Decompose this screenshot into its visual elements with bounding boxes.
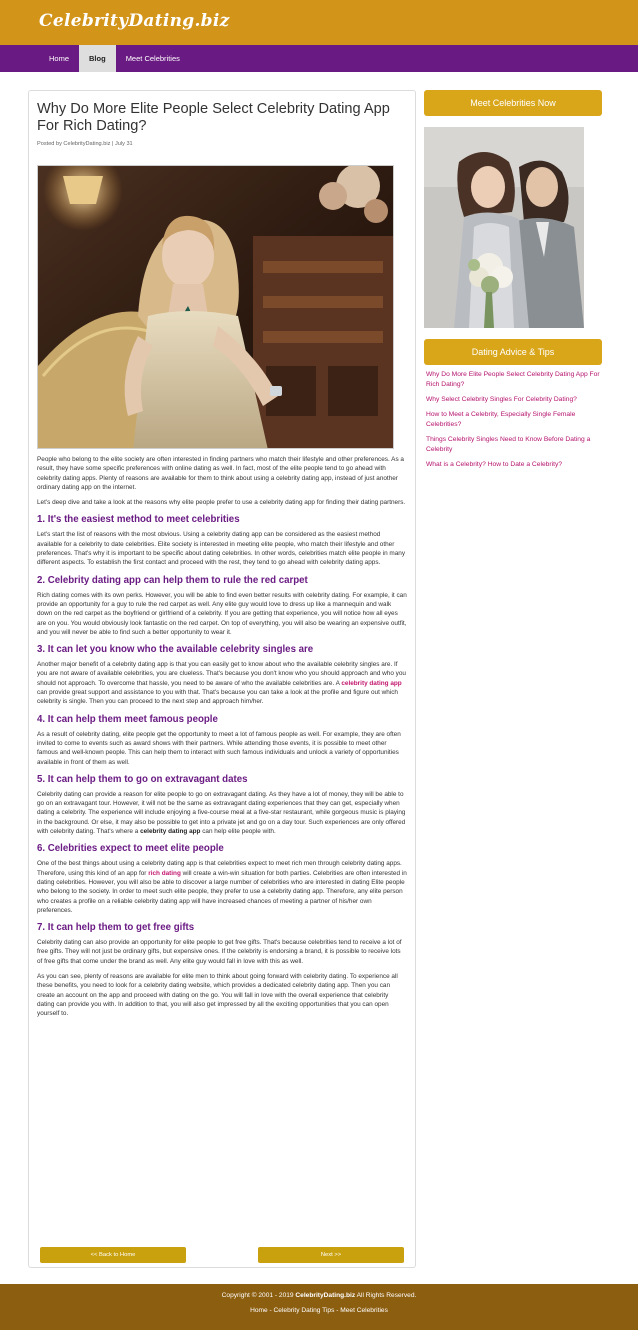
copyright-line — [0, 1292, 638, 1299]
section-heading-6: 6. Celebrities expect to meet elite people — [37, 843, 224, 855]
article-card — [28, 90, 416, 1268]
wedding-couple-illustration — [424, 127, 584, 328]
nav-item-blog[interactable]: Blog — [79, 45, 116, 72]
tip-link-1[interactable]: Why Do More Elite People Select Celebrity Dating App For Rich Dating? — [426, 371, 600, 388]
closing-paragraph: As you can see, plenty of reasons are available for elite men to think about going forward with celebrity dating. To experience all these benefits, you need to look for a celebrity dating website, which provides a dedicated celebrity dating app. Then you can create an account on the app and proceed with dating on the go. You will fall in love with the overall experience that celebrity dating can provide you with. In addition to that, you will also get impressed by all the exciting opportunities that you can open yourself to. — [37, 972, 398, 1018]
section-paragraph-1: Let's start the list of reasons with the most obvious. Using a celebrity dating app can be considered as the easiest method available for a celebrity to date celebrities. Elite society is interested in meeting elite people, who match their lifestyle and other preferences. That's why it is important to be specific about dating celebrities. In other words, celebrities match elite people in many different aspects. To establish the first contact and proceed with the rest, they tend to go ahead with celebrity dating apps. — [37, 531, 406, 567]
intro-paragraph-2: Let's deep dive and take a look at the reasons why elite people prefer to use a celebrity dating app for finding their dating partners. — [37, 499, 406, 507]
dating-tips-list — [426, 370, 602, 475]
site-header — [0, 0, 638, 45]
back-to-home-button[interactable]: << Back to Home — [40, 1247, 186, 1263]
section-heading-2: 2. Celebrity dating app can help them to rule the red carpet — [37, 574, 308, 586]
section-paragraph-3 — [37, 660, 407, 706]
site-footer — [0, 1284, 638, 1330]
article-pager — [40, 1247, 404, 1263]
tip-link-5[interactable]: What is a Celebrity? How to Date a Celebrity? — [426, 461, 563, 468]
footer-links[interactable]: Home - Celebrity Dating Tips - Meet Celebrities — [250, 1307, 388, 1314]
section-5-text-after: can help elite people with. — [200, 828, 276, 836]
section-heading-5: 5. It can help them to go on extravagant dates — [37, 773, 248, 785]
section-5-text-before: Celebrity dating can provide a reason for elite people to go on extravagant dating. As they have a lot of money, they will be able to go on an extravagant tour. However, it will not be the same as extravagant dating experiences that they can get, especially when dating a celebrity. The experience will include enjoying a five-course meal at a five-star restaurant, while gorgeous music is playing in the background. Or else, it may also be possible to get into a private jet and go on a day tour. Such experiences are only offered with celebrity dating. That's where a — [37, 790, 406, 836]
rich-dating-link[interactable]: rich dating — [148, 869, 181, 877]
section-6-text-before: One of the best things about using a celebrity dating app is that celebrities expect to meet rich men through celebrity dating apps. Therefore, using this kind of an app for — [37, 860, 402, 877]
nav-item-home[interactable]: Home — [49, 54, 70, 63]
meet-celebrities-now-button[interactable]: Meet Celebrities Now — [424, 90, 602, 116]
section-heading-7: 7. It can help them to get free gifts — [37, 922, 195, 934]
article-title: Why Do More Elite People Select Celebrity Dating App For Rich Dating? — [37, 101, 390, 134]
couple-photo — [424, 127, 584, 328]
next-button[interactable]: Next >> — [258, 1247, 404, 1263]
section-heading-3: 3. It can let you know who the available celebrity singles are — [37, 644, 314, 656]
copyright-site: CelebrityDating.biz — [295, 1292, 356, 1299]
article-hero-image — [37, 165, 394, 449]
copyright-prefix: Copyright © 2001 - 2019 — [221, 1292, 296, 1299]
section-3-text-after: can provide great support and assistance to you with that. That's because you can take a look at the profile and figure out which celebrity is single. Then you can proceed to the next step and approach him/her. — [37, 689, 398, 706]
section-paragraph-6 — [37, 859, 407, 915]
section-paragraph-5 — [37, 790, 407, 836]
section-heading-1: 1. It's the easiest method to meet celebrities — [37, 514, 240, 526]
section-paragraph-7: Celebrity dating can also provide an opportunity for elite people to get free gifts. That's because celebrities tend to receive a lot of free gifts. They will not just be ordinary gifts, but expensive ones. If the celebrity is endorsing a brand, it is possible to receive lots of free gifts that come under the brand as well. Any elite guy would fall in love with this as well. — [37, 939, 402, 965]
woman-portrait-illustration — [38, 166, 394, 449]
section-6-text-after: will create a win-win situation for both parties. Celebrities are often interested in dating celebrities. However, you will also be able to discover a large number of celebrities who are interested in dating Elite people who belong to the society. In order to meet such elite people, they prefer to use a celebrity dating app. Therefore, any elite person who creates a profile on a reliable celebrity dating app will have increased chances of meeting a partner of his/her own preferences. — [37, 869, 407, 914]
dating-advice-header: Dating Advice & Tips — [424, 339, 602, 365]
section-paragraph-4: As a result of celebrity dating, elite people get the opportunity to meet a lot of famous people as well. For example, they are often invited to come to events such as award shows with their partners. While attending those events, it is possible to meet other famous and well-known people. This can help them to interact with such famous individuals and unlock a variety of opportunities available in front of them as well. — [37, 730, 401, 766]
tip-link-3[interactable]: How to Meet a Celebrity, Especially Single Female Celebrities? — [426, 411, 576, 428]
intro-paragraph-1: People who belong to the elite society are often interested in finding partners who match their lifestyle and other preferences. As a result, they have some specific preferences with online dating as well. In fact, most of the elite people tend to go ahead with celebrity dating apps. Plenty of reasons are available for them to think about using a celebrity dating app, instead of just another ordinary dating app on the internet. — [37, 456, 404, 491]
main-nav — [0, 45, 638, 72]
article-byline: Posted by CelebrityDating.biz | July 31 — [37, 141, 133, 147]
site-logo[interactable]: CelebrityDating.biz — [39, 11, 230, 31]
section-5-bold-text: celebrity dating app — [140, 828, 201, 836]
article-body — [37, 455, 407, 1018]
copyright-suffix: All Rights Reserved. — [355, 1292, 417, 1299]
tip-link-4[interactable]: Things Celebrity Singles Need to Know Before Dating a Celebrity — [426, 436, 591, 453]
section-3-text-before: Another major benefit of a celebrity dating app is that you can easily get to know about who the available celebrity singles are. If you are not aware of available celebrities, you are clueless. That's because you don't know who you should approach and who you should not approach. To overcome that hassle, you need to be aware of who the available celebrities are. A — [37, 661, 406, 687]
nav-item-meet-celebrities[interactable]: Meet Celebrities — [125, 54, 180, 63]
celebrity-dating-app-link[interactable]: celebrity dating app — [341, 679, 402, 687]
tip-link-2[interactable]: Why Select Celebrity Singles For Celebrity Dating? — [426, 396, 577, 403]
section-heading-4: 4. It can help them meet famous people — [37, 713, 218, 725]
section-paragraph-2: Rich dating comes with its own perks. However, you will be able to find even better results with celebrity dating. For example, it can provide an opportunity for a guy to rule the red carpet as well. Any elite guy would love to dress up like a mannequin and walk down on the red carpet as the boyfriend or girlfriend of a celebrity. If you are getting that experience, you will notice how all eyes are on you. You would obviously look fantastic on the red carpet. On top of everything, you will also be wearing an expensive outfit, and you will never be able to find such a better opportunity to wear it. — [37, 591, 407, 636]
